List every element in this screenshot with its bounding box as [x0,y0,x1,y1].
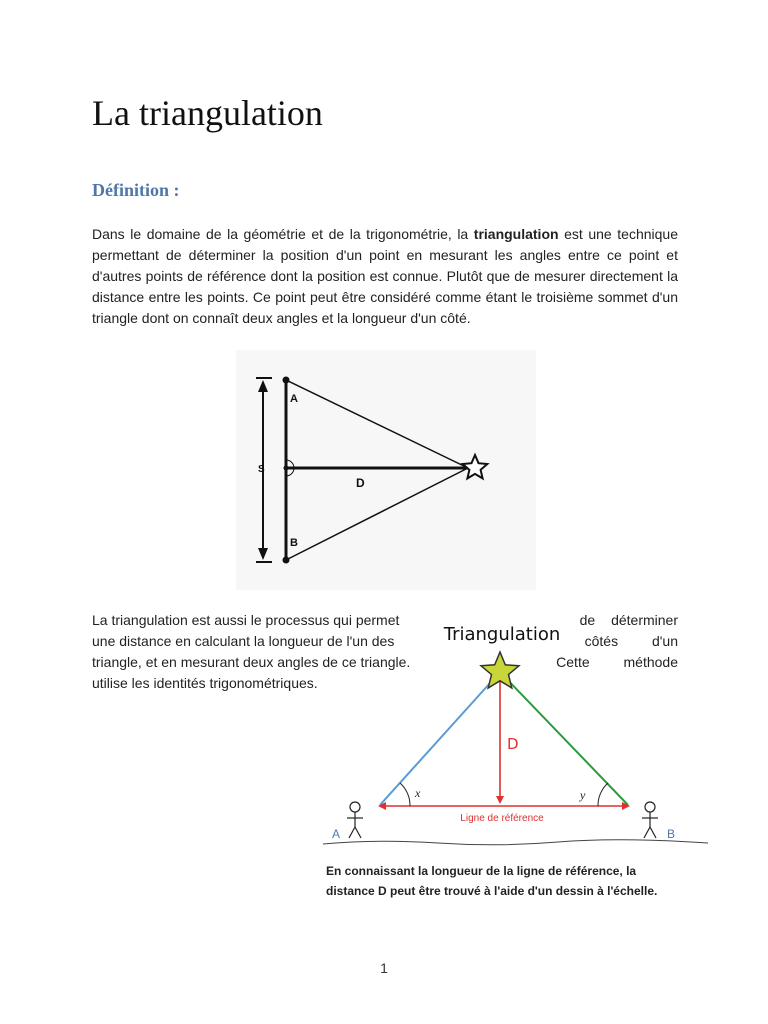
label-person-a: A [332,827,341,841]
definition-text-start: Dans le domaine de la géométrie et de la trigonométrie, la [92,226,474,242]
midpoint [284,466,289,471]
line2-right: côtés d'un [584,633,678,649]
line1-left: La triangulation est aussi le processus qui permet [92,612,400,628]
triangulation-diagram-illustrated [318,612,718,904]
caption-line-1: En connaissant la longueur de la ligne de référence, la [326,864,637,878]
line4: utilise les identités trigonométriques. [92,675,318,691]
point-b [283,557,290,564]
label-d: D [507,735,519,753]
line3-left: triangle, et en mesurant deux angles de ce triangle. [92,654,411,670]
section-heading-definition: Définition : [92,180,180,200]
label-s: S [258,464,265,475]
label-a: A [290,393,298,405]
caption-line-2: distance D peut être trouvé à l'aide d'un dessin à l'échelle. [326,884,658,898]
diagram-background [236,350,536,590]
reference-line-label: Ligne de référence [460,813,544,824]
line3-right: Cette méthode [556,654,678,670]
figure-title: Triangulation [443,624,561,645]
point-a [283,377,290,384]
definition-text-end: est une technique permettant de déterminer la position d'un point en mesurant les angles entre ce point et d'autres points de référence dont la position est connue. Plutôt que de mesurer directement la distance entre les points. Ce point peut être considéré comme étant le troisième sommet d'un triangle dont on connaît deux angles et la longueur d'un côté. [92,226,678,326]
angle-y-label: y [580,788,586,802]
triangulation-diagram-geometric [236,350,536,590]
definition-bold-term: triangulation [473,226,559,242]
page-title: La triangulation [92,93,323,133]
label-d: D [356,476,365,490]
label-person-b: B [667,827,676,841]
angle-x-label: x [415,786,421,800]
line2-left: une distance en calculant la longueur de l'un des [92,633,395,649]
page-number: 1 [380,960,388,976]
definition-paragraph [92,224,678,329]
label-b: B [290,537,298,549]
line1-right: de déterminer [579,612,678,628]
